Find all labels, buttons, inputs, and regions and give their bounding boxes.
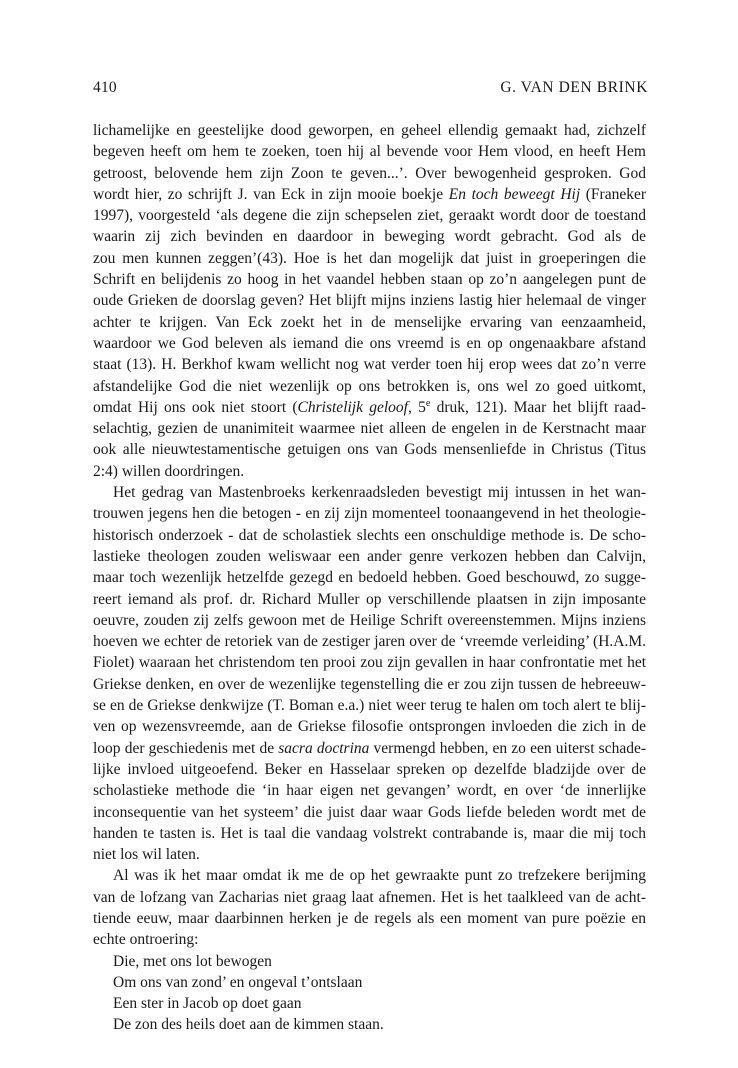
text-line: handen te tasten is. Het is taal die vandaag volstrekt contrabande is, maar die mij toch: [93, 824, 646, 842]
text-line: lijke invloed uitgeoefend. Beker en Hasselaar spreken op dezelfde bladzijde over de: [93, 760, 646, 778]
text-line: Schrift en belijdenis zo hoog in het vaandel hebben staan op zo’n aangelegen punt de: [93, 271, 646, 289]
text-line: niet los wil laten.: [93, 846, 200, 864]
text-line: reert iemand als prof. dr. Richard Muller op verschillende plaatsen in zijn imposante: [93, 590, 646, 608]
text-line: ven op wezensvreemde, aan de Griekse filosofie ontsprongen invloeden die zich in de: [93, 718, 646, 736]
text-line: omdat Hij ons ook niet stoort (Christelijk geloof, 5e druk, 121). Maar het blijft raad-: [93, 397, 646, 416]
italic-title: sacra doctrina: [278, 739, 370, 757]
poem-line: De zon des heils doet aan de kimmen staan.: [113, 1016, 384, 1034]
text-line: ook alle nieuwtestamentische getuigen ons van Gods mensenliefde in Christus (Titus: [93, 441, 646, 459]
body-text: [93, 120, 646, 1036]
poem: [93, 951, 646, 1036]
text-line: staat (13). H. Berkhof kwam wellicht nog wat verder toen hij erop wees dat zo’n verre: [93, 356, 646, 374]
text-line: 1997), voorgesteld ‘als degene die zijn schepselen ziet, geraakt wordt door de toestand: [93, 207, 646, 225]
text-line: begeven heeft om hem te zoeken, toen hij al bevende voor Hem vlood, en heeft Hem: [93, 143, 646, 161]
text-line: Al was ik het maar omdat ik me de op het gewraakte punt zo trefzekere berijming: [113, 867, 646, 885]
text-line: van de lofzang van Zacharias niet graag laat afnemen. Het is het taalkleed van de acht-: [93, 888, 646, 906]
poem-line: Een ster in Jacob op doet gaan: [113, 995, 302, 1013]
text-line: 2:4) willen doordringen.: [93, 462, 245, 480]
text-line: Griekse denken, en over de wezenlijke tegenstelling die er zou zijn tussen de hebreeuw-: [93, 675, 646, 693]
text-line: trouwen jegens hen die betogen - en zij zijn momenteel toonaangevend in het theologie-: [93, 505, 646, 523]
text-line: inconsequentie van het systeem’ die juist daar waar Gods liefde beleden wordt met de: [93, 803, 646, 821]
paragraph-1: [93, 120, 646, 482]
italic-title: Christelijk geloof: [297, 398, 408, 416]
text-line: Fiolet) waaraan het christendom ten prooi zou zijn gevallen in haar confrontatie met het: [93, 654, 646, 672]
text-line: loop der geschiedenis met de sacra doctrina vermengd hebben, en zo een uiterst schade-: [93, 739, 646, 757]
text-line: maar toch wezenlijk hetzelfde gezegd en bedoeld hebben. Goed beschouwd, zo sugge-: [93, 569, 646, 587]
poem-line: Om ons van zond’ en ongeval t’ontslaan: [113, 973, 363, 991]
text-line: tiende eeuw, maar daarbinnen herken je de regels als een moment van pure poëzie en: [93, 909, 646, 927]
text-line: zou men kunnen zeggen’(43). Hoe is het dan mogelijk dat juist in groeperingen die: [93, 249, 646, 267]
text-line: echte ontroering:: [93, 931, 199, 949]
text-line: lichamelijke en geestelijke dood geworpen, en geheel ellendig gemaakt had, zichzelf: [93, 122, 646, 139]
superscript: e: [425, 397, 431, 409]
paragraph-2: [93, 482, 646, 865]
text-line: waarin zij zich bevinden en daardoor in beweging wordt gebracht. God als de: [93, 228, 646, 246]
text-line: scholastieke methode die ‘in haar eigen net gevangen’ wordt, en over ‘de innerlijke: [93, 782, 646, 800]
text-line: wordt hier, zo schrijft J. van Eck in zijn mooie boekje En toch beweegt Hij (Franeker: [93, 185, 646, 203]
paragraph-3: [93, 865, 646, 950]
text-line: getroost, belovende hem zijn Zoon te geven...’. Over bewogenheid gesproken. God: [93, 164, 646, 182]
text-line: Het gedrag van Mastenbroeks kerkenraadsleden bevestigt mij intussen in het wan-: [113, 484, 646, 502]
text-line: historisch onderzoek - dat de scholastiek slechts een onschuldige methode is. De scho-: [93, 526, 646, 544]
text-line: selachtig, gezien de unanimiteit waarmee niet alleen de engelen in de Kerstnacht maar: [93, 420, 646, 438]
italic-title: En toch beweegt Hij: [448, 185, 581, 203]
text-line: afstandelijke God die niet wezenlijk op ons betrokken is, ons wel zo goed uitkomt,: [93, 377, 646, 395]
text-line: oude Grieken de doorslag geven? Het blijft mijns inziens lastig hier helemaal de vinger: [93, 292, 646, 310]
page-number: 410: [93, 79, 117, 96]
text-line: waardoor we God beleven als iemand die ons vreemd is en op ongenaakbare afstand: [93, 334, 646, 352]
text-line: hoeven we echter de retoriek van de zestiger jaren over de ‘vreemde verleiding’ (H.A.M.: [93, 633, 646, 651]
text-line: lastieke theologen zouden weliswaar een ander genre verkozen hebben dan Calvijn,: [93, 547, 646, 565]
text-line: se en de Griekse denkwijze (T. Boman e.a.) niet weer terug te halen om toch alert te blij-: [93, 697, 646, 715]
text-line: oeuvre, zouden zij zelfs gewoon met de Heilige Schrift overeenstemmen. Mijns inziens: [93, 611, 646, 629]
text-line: achter te krijgen. Van Eck zoekt het in de menselijke ervaring van eenzaamheid,: [93, 313, 646, 331]
running-head: G. VAN DEN BRINK: [500, 79, 648, 96]
poem-line: Die, met ons lot bewogen: [113, 952, 272, 970]
